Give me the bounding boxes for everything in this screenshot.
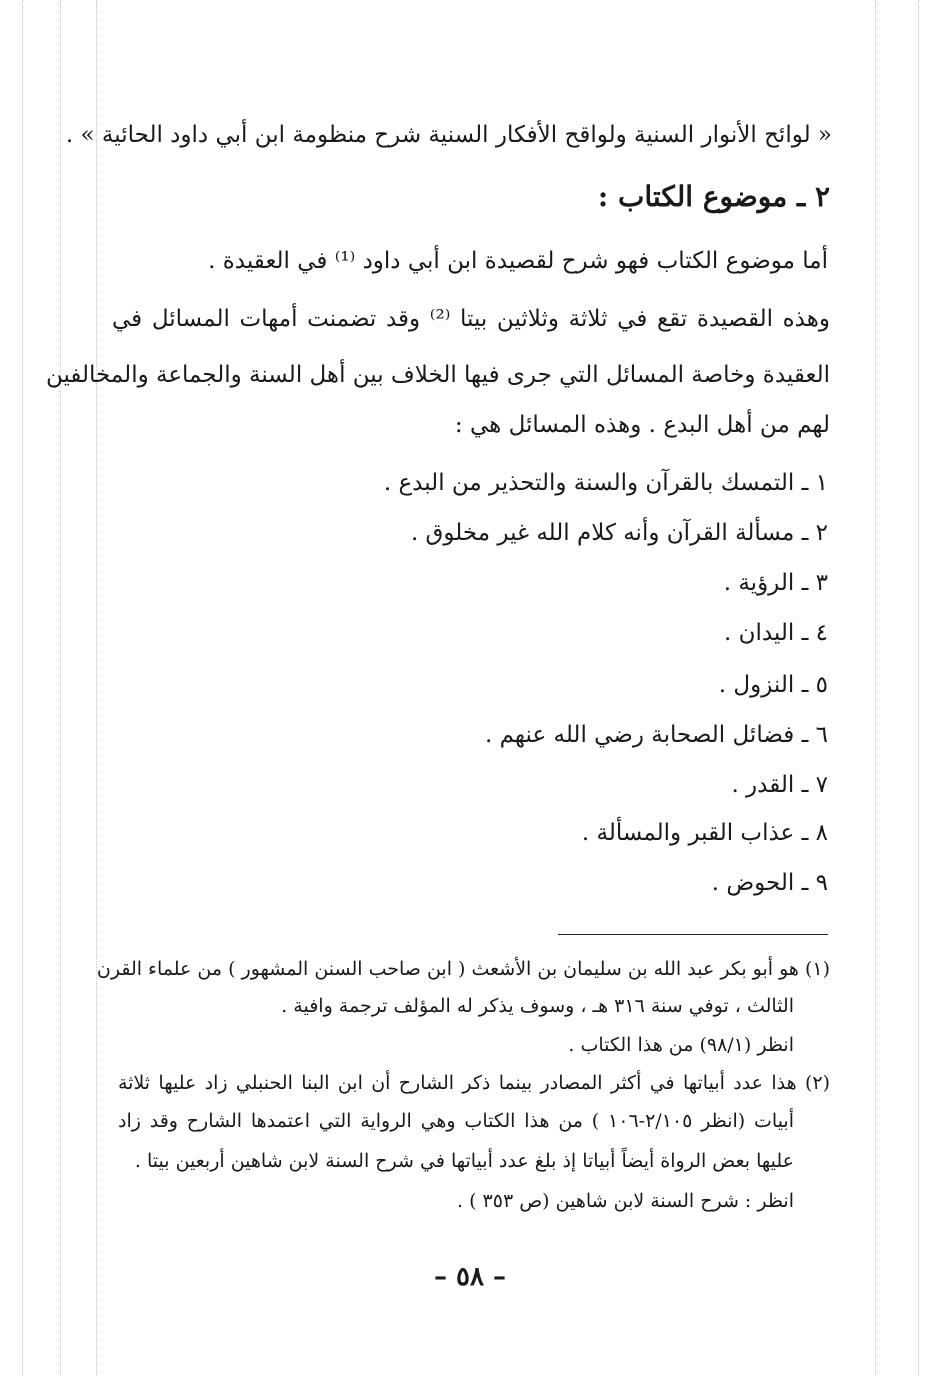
- issue-item: ٧ ـ القدر .: [731, 772, 828, 798]
- paragraph-1: أما موضوع الكتاب فهو شرح لقصيدة ابن أبي داود ⁽¹⁾ في العقيدة .: [208, 248, 828, 274]
- footnote-line: الثالث ، توفي سنة ٣١٦ هـ ، وسوف يذكر له المؤلف ترجمة وافية .: [281, 995, 794, 1017]
- scan-edge-right-outer: [918, 0, 919, 1376]
- scan-edge-left: [22, 0, 23, 1376]
- issue-item: ٨ ـ عذاب القبر والمسألة .: [581, 820, 828, 846]
- issue-item: ٥ ـ النزول .: [718, 672, 828, 698]
- footnote-line: انظر (٩٨/١) من هذا الكتاب .: [568, 1034, 794, 1056]
- footnote-line: (١) هو أبو بكر عبد الله بن سليمان بن الأشعث ( ابن صاحب السنن المشهور ) من علماء القرن: [96, 958, 830, 980]
- footnote-line: انظر : شرح السنة لابن شاهين (ص ٣٥٣ ) .: [457, 1190, 794, 1212]
- issue-item: ٩ ـ الحوض .: [711, 870, 828, 896]
- paragraph-2-line-3: لهم من أهل البدع . وهذه المسائل هي :: [454, 412, 830, 438]
- issue-item: ٦ ـ فضائل الصحابة رضي الله عنهم .: [484, 722, 828, 748]
- issue-item: ١ ـ التمسك بالقرآن والسنة والتحذير من البدع .: [383, 470, 828, 496]
- footnote-divider: [558, 934, 828, 935]
- page-number: – ٥٨ –: [433, 1262, 507, 1292]
- scan-edge-right: [875, 0, 876, 1376]
- intro-line: « لوائح الأنوار السنية ولواقح الأفكار السنية شرح منظومة ابن أبي داود الحائية » .: [65, 122, 832, 148]
- section-heading: ٢ ـ موضوع الكتاب :: [597, 180, 830, 213]
- footnote-line: عليها بعض الرواة أيضاً أبياتا إذ بلغ عدد أبياتها في شرح السنة لابن شاهين أربعين بيتا .: [134, 1150, 794, 1172]
- paragraph-2-line-2: العقيدة وخاصة المسائل التي جرى فيها الخلاف بين أهل السنة والجماعة والمخالفين: [45, 362, 830, 388]
- scan-edge-left-inner: [60, 0, 61, 1376]
- footnote-line: أبيات (انظر ٢/١٠٥-١٠٦ ) من هذا الكتاب وهي الرواية التي اعتمدها الشارح وقد زاد: [118, 1110, 795, 1132]
- paragraph-2-line-1: وهذه القصيدة تقع في ثلاثة وثلاثين بيتا ⁽²⁾ وقد تضمنت أمهات المسائل في: [112, 306, 830, 332]
- footnote-line: (٢) هذا عدد أبياتها في أكثر المصادر بينما ذكر الشارح أن ابن البنا الحنبلي زاد عليها ثلاثة: [118, 1072, 830, 1094]
- issue-item: ٣ ـ الرؤية .: [723, 570, 828, 596]
- issue-item: ٤ ـ اليدان .: [723, 620, 828, 646]
- issue-item: ٢ ـ مسألة القرآن وأنه كلام الله غير مخلوق .: [410, 520, 828, 546]
- scan-edge-left-inner2: [96, 0, 97, 1376]
